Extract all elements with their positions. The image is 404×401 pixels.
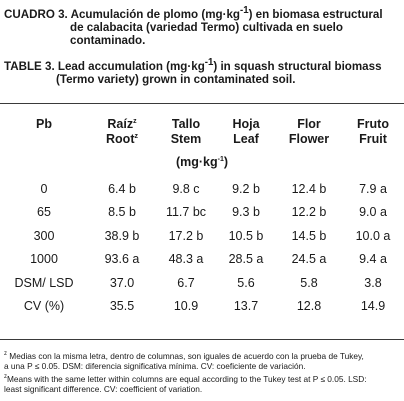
header-root-es-sup: z: [133, 117, 137, 125]
value-cell: 5.6: [237, 275, 255, 290]
caption-english-label: TABLE 3.: [4, 59, 55, 73]
footnote-spanish-mark: z: [4, 351, 7, 357]
caption-spanish-text-1: Acumulación de plomo (mg·kg: [70, 7, 240, 21]
footnote-english-line-1: Means with the same letter within columns are equal according to the Tukey test at P ≤ 0.05. LSD:: [7, 373, 367, 384]
table-header-row: [0, 117, 404, 147]
value-cell: 24.5 a: [291, 252, 327, 267]
units-text: (mg·kg: [175, 155, 218, 169]
row-label-cell: 65: [37, 205, 51, 220]
table-row: [0, 295, 404, 319]
value-cell: 14.5 b: [291, 228, 327, 243]
units-end: ): [223, 155, 229, 169]
value-cell: 7.9 a: [359, 181, 387, 196]
header-leaf-en: Leaf: [233, 132, 259, 146]
table-row: [0, 271, 404, 295]
value-cell: 14.9: [360, 299, 386, 314]
value-cell: 35.5: [109, 299, 135, 314]
value-cell: 3.8: [364, 275, 382, 290]
table-row: [0, 248, 404, 272]
caption-spanish-label: CUADRO 3.: [4, 7, 68, 21]
footnote-english: [4, 372, 402, 395]
table-body: [0, 177, 404, 318]
header-stem-en: Stem: [170, 132, 202, 146]
value-cell: 8.5 b: [108, 205, 136, 220]
row-label-cell: CV (%): [23, 299, 65, 314]
header-flower: [276, 117, 342, 147]
header-root-es: Raíz: [107, 117, 134, 131]
row-label-cell: 0: [40, 181, 48, 196]
value-cell: 12.2 b: [291, 205, 327, 220]
header-leaf: [216, 117, 276, 147]
caption-spanish: [4, 4, 398, 47]
caption-spanish-line-3: contaminado.: [70, 33, 146, 47]
value-cell: 6.4 b: [108, 181, 136, 196]
header-leaf-es: Hoja: [232, 117, 260, 131]
caption-english-text-1: Lead accumulation (mg·kg: [57, 59, 205, 73]
footnote-english-line-2: least significant difference. CV: coefficient of variation.: [4, 384, 203, 395]
header-root-en: Root: [106, 132, 135, 146]
table-row: [0, 201, 404, 225]
header-pb-label: Pb: [36, 117, 52, 131]
table-row: [0, 224, 404, 248]
header-flower-es: Flor: [297, 117, 321, 131]
row-label-cell: DSM/ LSD: [14, 275, 74, 290]
header-stem-es: Tallo: [171, 117, 201, 131]
caption-english: [4, 56, 402, 86]
value-cell: 13.7: [233, 299, 259, 314]
caption-english-sup: -1: [204, 57, 214, 68]
table-row: [0, 177, 404, 201]
caption-spanish-text-1b: ) en biomasa estructural: [248, 7, 383, 21]
header-root: [88, 117, 156, 147]
value-cell: 9.0 a: [359, 205, 387, 220]
header-fruit-en: Fruit: [359, 132, 387, 146]
value-cell: 38.9 b: [104, 228, 140, 243]
value-cell: 28.5 a: [228, 252, 264, 267]
value-cell: 6.7: [177, 275, 195, 290]
table-top-rule: [0, 103, 404, 104]
value-cell: 12.8: [296, 299, 322, 314]
units-row: [0, 147, 404, 177]
value-cell: 9.4 a: [359, 252, 387, 267]
row-label-cell: 300: [33, 228, 55, 243]
lead-accumulation-table: [0, 117, 404, 318]
value-cell: 10.0 a: [355, 228, 391, 243]
value-cell: 9.2 b: [232, 181, 260, 196]
caption-english-line-2: (Termo variety) grown in contaminated soil.: [56, 72, 296, 86]
value-cell: 10.5 b: [228, 228, 264, 243]
value-cell: 9.8 c: [172, 181, 200, 196]
row-label-cell: 1000: [30, 252, 58, 267]
table-bottom-rule: [0, 339, 404, 340]
caption-spanish-line-2: de calabacita (variedad Termo) cultivada en suelo: [70, 20, 343, 34]
header-pb: [0, 117, 88, 147]
header-fruit-es: Fruto: [357, 117, 389, 131]
header-fruit: [342, 117, 404, 147]
header-root-en-sup: z: [134, 132, 138, 140]
footnote-spanish-line-1: Medias con la misma letra, dentro de columnas, son iguales de acuerdo con la prueba de Tukey,: [7, 350, 364, 361]
caption-english-text-1b: ) in squash structural biomass: [213, 59, 382, 73]
value-cell: 11.7 bc: [165, 205, 207, 220]
value-cell: 48.3 a: [168, 252, 204, 267]
value-cell: 9.3 b: [232, 205, 260, 220]
footnote-spanish-line-2: a una P ≤ 0.05. DSM: diferencia significativa mínima. CV: coeficiente de variación.: [4, 361, 306, 372]
value-cell: 5.8: [300, 275, 318, 290]
footnote-spanish: [4, 349, 402, 372]
value-cell: 10.9: [173, 299, 199, 314]
units-sup: -1: [217, 155, 224, 163]
caption-english-line-1: [4, 56, 402, 73]
units-cell: [0, 147, 404, 177]
footnote-english-mark: z: [4, 374, 7, 380]
header-flower-en: Flower: [288, 132, 330, 146]
value-cell: 37.0: [109, 275, 135, 290]
caption-spanish-sup: -1: [239, 5, 249, 16]
value-cell: 17.2 b: [168, 228, 204, 243]
value-cell: 93.6 a: [104, 252, 140, 267]
caption-spanish-line-1: [4, 4, 398, 21]
value-cell: 12.4 b: [291, 181, 327, 196]
header-stem: [156, 117, 216, 147]
